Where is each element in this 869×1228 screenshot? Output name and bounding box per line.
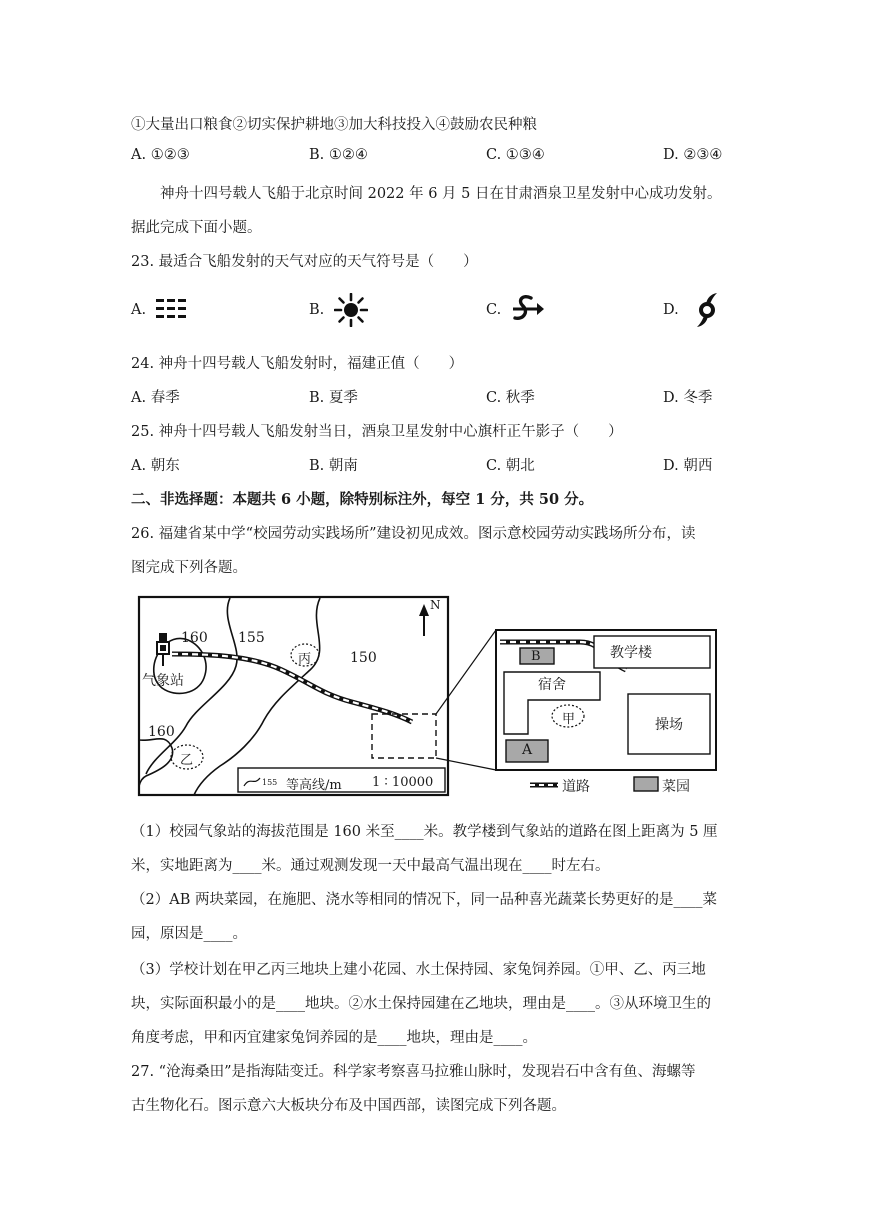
plot-jia-label: 甲 [562,712,576,727]
q25-option-a[interactable]: A. 朝东 [131,458,180,474]
dormitory-label: 宿舍 [538,677,566,693]
q26-line-1: 26. 福建省某中学“校园劳动实践场所”建设初见成效。图示意校园劳动实践场所分布，读 [131,526,696,542]
legend-contour-value: 155 [262,778,278,787]
weather-station-label: 气象站 [142,673,184,689]
q25-option-b[interactable]: B. 朝南 [309,458,358,474]
contour-label-160-bottom: 160 [148,724,175,740]
playground-label: 操场 [655,717,683,733]
sunny-icon [334,293,368,327]
q23-option-c-label[interactable]: C. [486,302,502,318]
legend-road-label: 道路 [562,779,590,795]
fog-icon [154,296,188,322]
garden-a-label: A [522,742,533,758]
intro-line-2: 据此完成下面小题。 [131,220,262,236]
q26-line-2: 图完成下列各题。 [131,560,247,576]
q23-option-b-label[interactable]: B. [309,302,325,318]
q26-sub2-line-2: 园，原因是____。 [131,926,247,942]
q22-option-b[interactable]: B. ①②④ [309,147,368,163]
contour-label-160-top: 160 [181,630,208,646]
q27-line-1: 27. “沧海桑田”是指海陆变迁。科学家考察喜马拉雅山脉时，发现岩石中含有鱼、海螺等 [131,1064,696,1080]
q25-option-d[interactable]: D. 朝西 [663,458,713,474]
q24-option-b[interactable]: B. 夏季 [309,390,358,406]
sandstorm-icon [509,292,545,328]
q22-option-d[interactable]: D. ②③④ [663,147,723,163]
q23-option-d-label[interactable]: D. [663,302,679,318]
q26-sub1-line-2: 米，实地距离为____米。通过观测发现一天中最高气温出现在____时左右。 [131,858,610,874]
q23-option-a-label[interactable]: A. [131,302,147,318]
q25-option-c[interactable]: C. 朝北 [486,458,535,474]
section-2-heading: 二、非选择题：本题共 6 小题，除特别标注外，每空 1 分，共 50 分。 [131,491,594,508]
typhoon-icon [694,291,720,329]
map-scale: 1 ∶ 10000 [372,775,434,790]
q26-sub2-line-1: （2）AB 两块菜园，在施肥、浇水等相同的情况下，同一品种喜光蔬菜长势更好的是____菜 [131,892,717,908]
legend-garden-label: 菜园 [662,779,690,795]
q22-option-c[interactable]: C. ①③④ [486,147,545,163]
q24-stem: 24. 神舟十四号载人飞船发射时，福建正值（ ） [131,356,464,372]
contour-label-155: 155 [238,630,265,646]
contour-label-150: 150 [350,650,377,666]
legend-contour-label: 等高线/m [286,778,342,793]
legend-garden-icon [634,777,658,791]
q26-sub3-line-2: 块，实际面积最小的是____地块。②水土保持园建在乙地块，理由是____。③从环境卫生的 [131,996,711,1012]
q23-stem: 23. 最适合飞船发射的天气对应的天气符号是（ ） [131,254,478,270]
campus-map-figure [132,590,722,802]
plot-bing-label: 丙 [298,652,312,667]
q27-line-2: 古生物化石。图示意六大板块分布及中国西部，读图完成下列各题。 [131,1098,566,1114]
garden-b-label: B [531,649,541,664]
q26-sub3-line-3: 角度考虑，甲和丙宜建家兔饲养园的是____地块，理由是____。 [131,1030,537,1046]
q26-sub3-line-1: （3）学校计划在甲乙丙三地块上建小花园、水土保持园、家兔饲养园。①甲、乙、丙三地 [131,962,706,978]
q26-sub1-line-1: （1）校园气象站的海拔范围是 160 米至____米。教学楼到气象站的道路在图上距离为 5 厘 [131,824,718,840]
q22-option-a[interactable]: A. ①②③ [131,147,190,163]
q25-stem: 25. 神舟十四号载人飞船发射当日，酒泉卫星发射中心旗杆正午影子（ ） [131,424,623,440]
q22-statements: ①大量出口粮食②切实保护耕地③加大科技投入④鼓励农民种粮 [131,117,537,133]
q24-option-c[interactable]: C. 秋季 [486,390,535,406]
north-label: N [430,598,441,612]
q24-option-d[interactable]: D. 冬季 [663,390,713,406]
plot-yi-label: 乙 [180,753,194,768]
intro-line-1: 神舟十四号载人飞船于北京时间 2022 年 6 月 5 日在甘肃酒泉卫星发射中心成功发射。 [160,186,722,202]
teaching-building-label: 教学楼 [610,645,652,661]
q24-option-a[interactable]: A. 春季 [131,390,180,406]
